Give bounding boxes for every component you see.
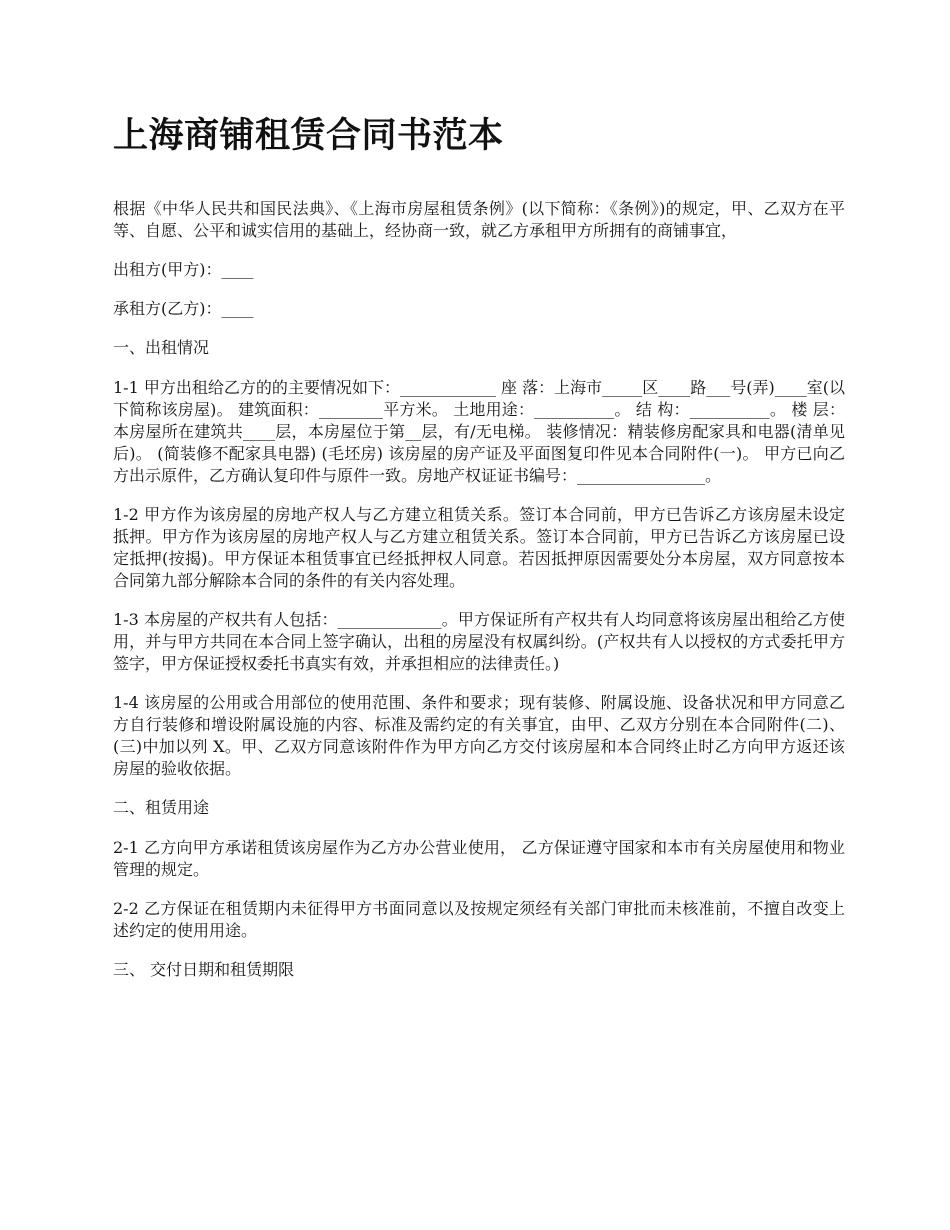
lessor-line: 出租方(甲方)：____ (113, 260, 254, 279)
section-heading-1: 一、出租情况 (113, 338, 210, 357)
clause-1-4: 1-4 该房屋的公用或合用部位的使用范围、条件和要求；现有装修、附属设施、设备状况和甲方同意乙方自行装修和增设附属设施的内容、标准及需约定的有关事宜，由甲、乙双方分别在本合同附件(二)、(三)中加以列 X。甲、乙双方同意该附件作为甲方向乙方交付该房屋和本合同终止时乙方向甲方返还该房屋的验收依据。 (113, 693, 845, 778)
section-heading-2: 二、租赁用途 (113, 798, 210, 817)
intro-paragraph: 根据《中华人民共和国民法典》、《上海市房屋租赁条例》(以下简称：《条例》)的规定，甲、乙双方在平等、自愿、公平和诚实信用的基础上，经协商一致，就乙方承租甲方所拥有的商铺事宜， (113, 199, 845, 240)
clause-1-3: 1-3 本房屋的产权共有人包括：_____________。甲方保证所有产权共有人均同意将该房屋出租给乙方使用，并与甲方共同在本合同上签字确认，出租的房屋没有权属纠纷。(产权共有人以授权的方式委托甲方签字，甲方保证授权委托书真实有效，并承担相应的法律责任。) (113, 610, 845, 673)
clause-2-1: 2-1 乙方向甲方承诺租赁该房屋作为乙方办公营业使用， 乙方保证遵守国家和本市有关房屋使用和物业管理的规定。 (113, 838, 845, 879)
clause-1-1: 1-1 甲方出租给乙方的的主要情况如下：____________ 座 落：上海市_____区____路___号(弄)____室(以下简称该房屋)。 建筑面积：________平方米。 土地用途：__________。 结 构：__________。 楼 层：本房屋所在建筑共____层，本房屋位于第__层，有/无电梯。 装修情况：精装修房配家具和电器(清单见后)。 (简装修不配家具电器) (毛坯房) 该房屋的房产证及平面图复印件见本合同附件(一)。 甲方已向乙方出示原件，乙方确认复印件与原件一致。房地产权证证书编号：________________。 (113, 378, 845, 485)
clause-1-2: 1-2 甲方作为该房屋的房地产权人与乙方建立租赁关系。签订本合同前，甲方已告诉乙方该房屋未设定抵押。甲方作为该房屋的房地产权人与乙方建立租赁关系。签订本合同前，甲方已告诉乙方该房屋已设定抵押(按揭)。甲方保证本租赁事宜已经抵押权人同意。若因抵押原因需要处分本房屋，双方同意按本合同第九部分解除本合同的条件的有关内容处理。 (113, 505, 845, 590)
document-title: 上海商铺租赁合同书范本 (113, 115, 504, 156)
lessee-line: 承租方(乙方)：____ (113, 299, 254, 318)
clause-2-2: 2-2 乙方保证在租赁期内未征得甲方书面同意以及按规定须经有关部门审批而未核准前，不擅自改变上述约定的使用用途。 (113, 899, 845, 940)
section-heading-3: 三、 交付日期和租赁期限 (113, 960, 295, 979)
